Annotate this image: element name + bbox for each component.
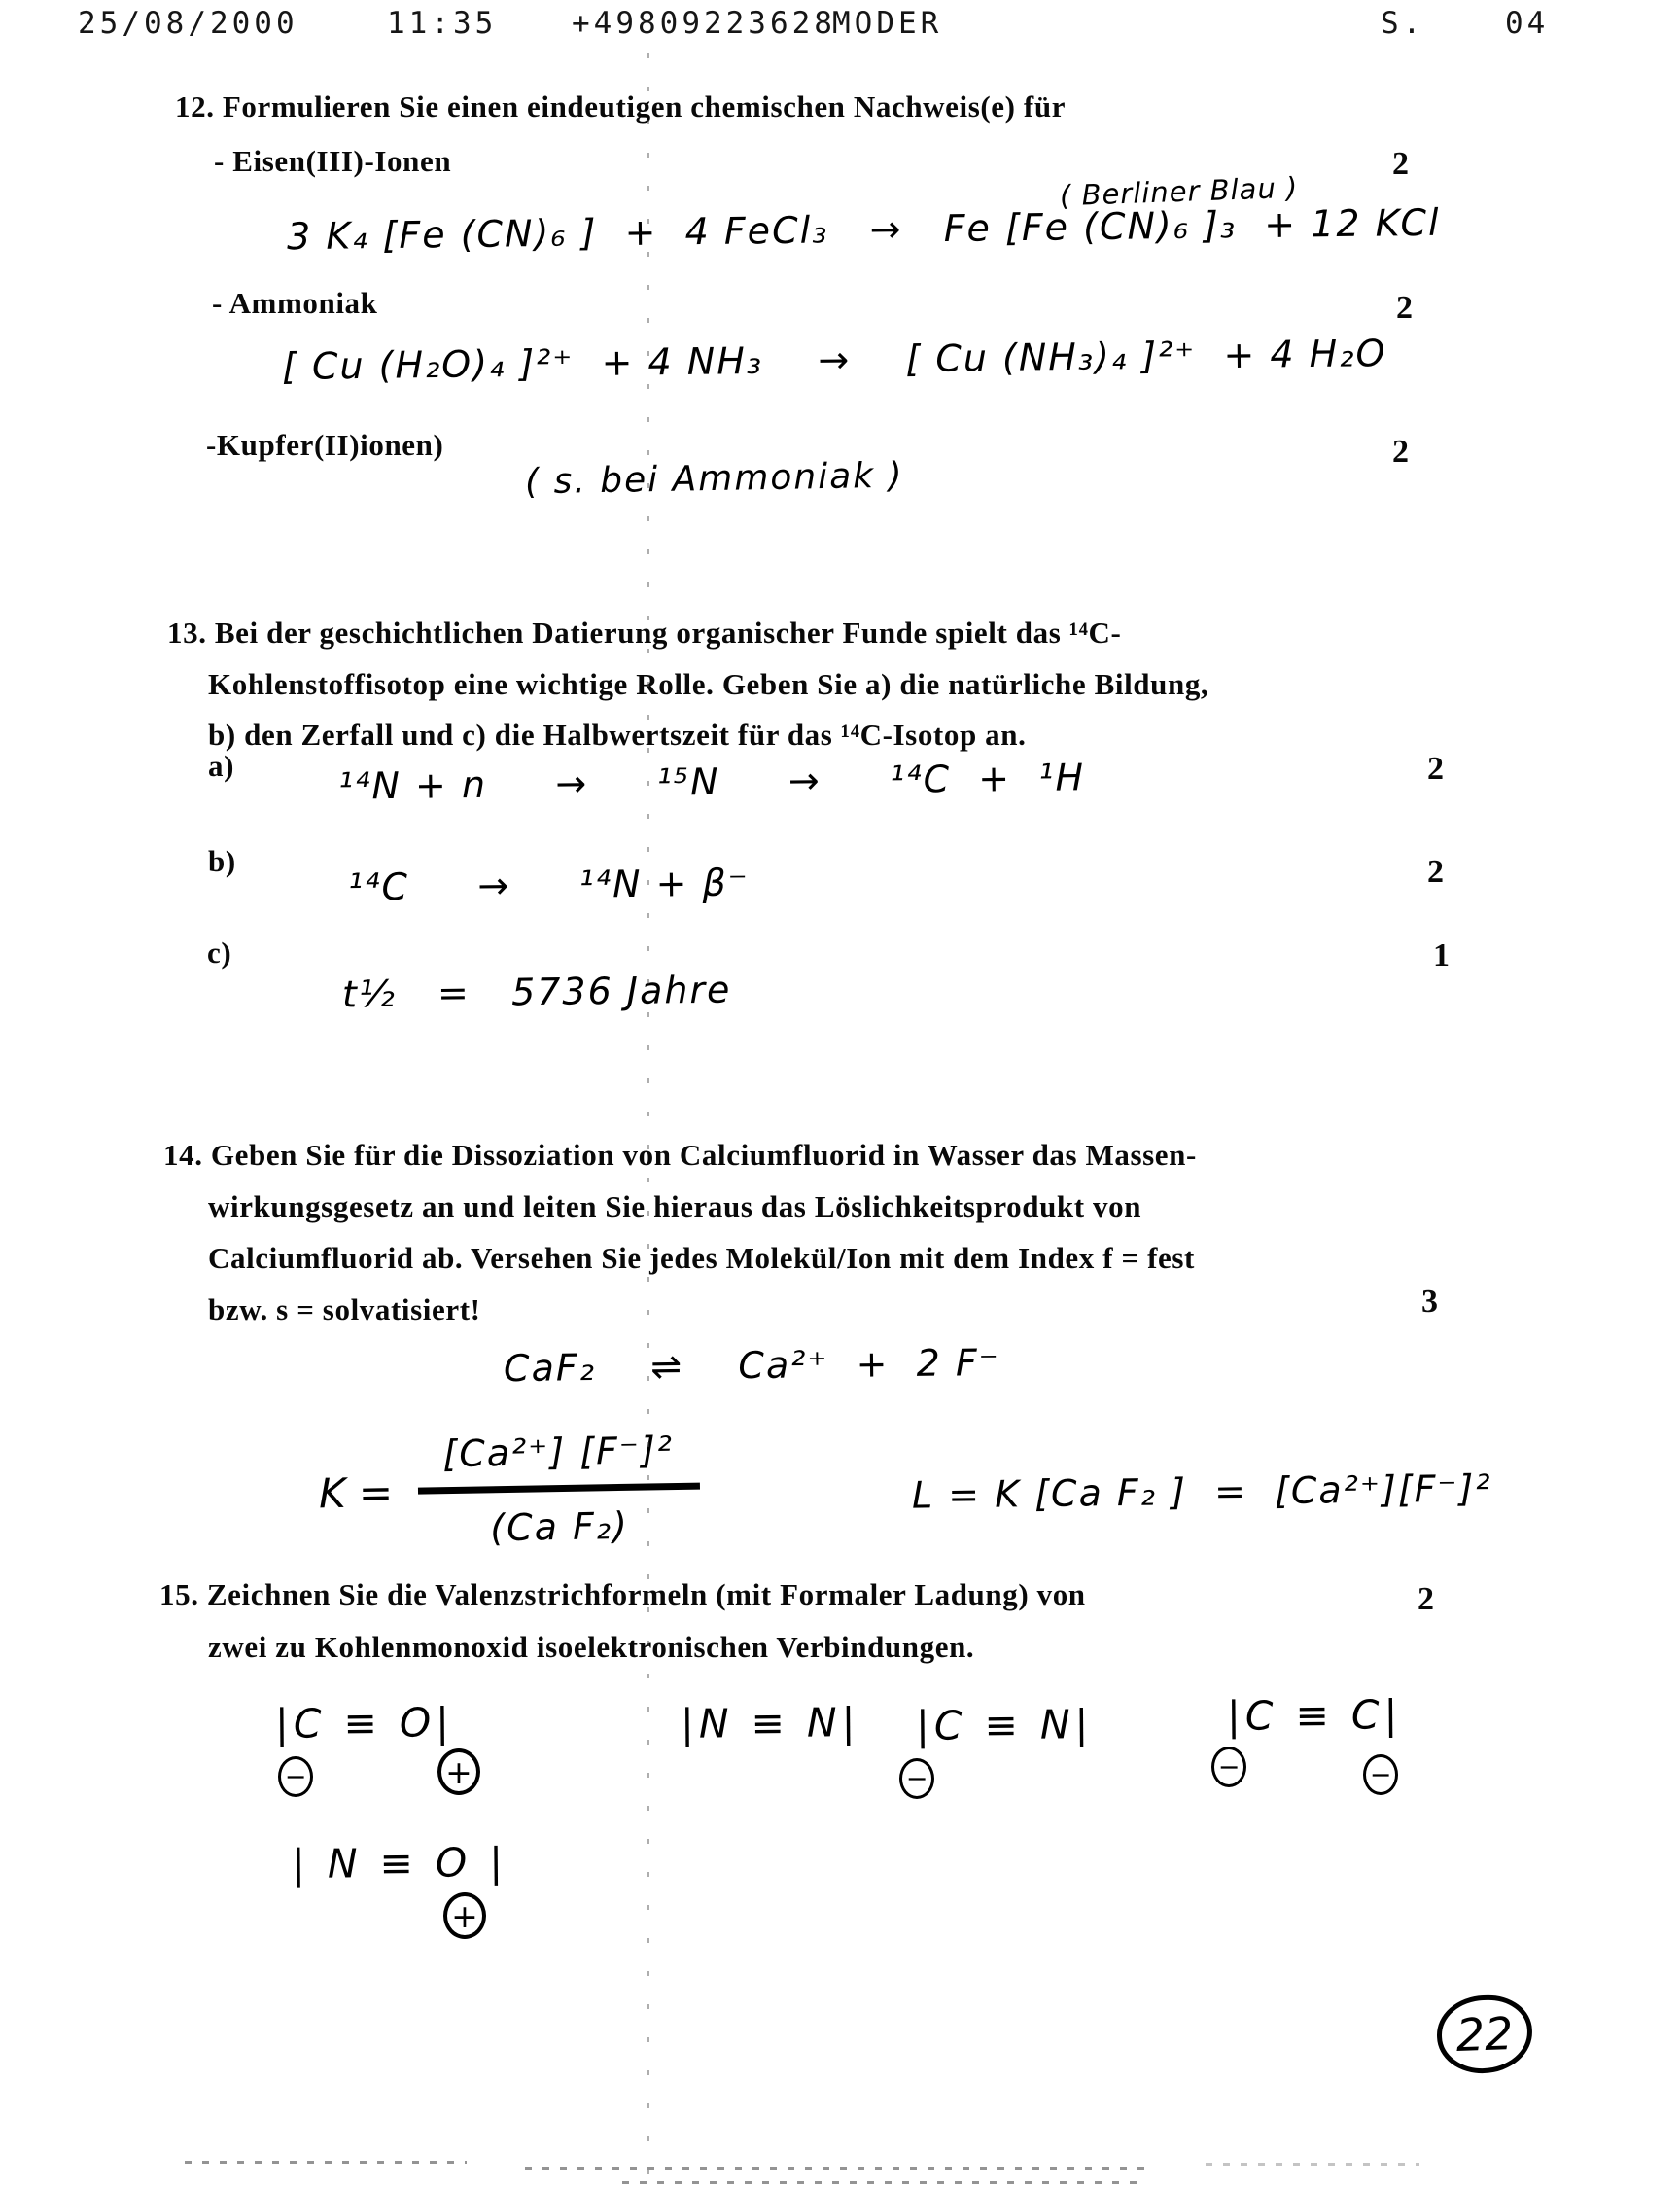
handwritten-equation-c14-zerfall: ¹⁴C → ¹⁴N + β⁻ bbox=[347, 861, 751, 909]
k-denominator: (Ca F₂) bbox=[489, 1503, 630, 1550]
question-14-text-line2: wirkungsgesetz an und leiten Sie hieraus das Löslichkeitsprodukt von bbox=[208, 1189, 1142, 1223]
handwritten-note-berliner-blau: ( Berliner Blau ) bbox=[1059, 170, 1299, 213]
q14-points: 3 bbox=[1421, 1284, 1438, 1320]
fold-line bbox=[648, 53, 649, 2188]
handwritten-solubility-product: L = K [Ca F₂ ] = [Ca²⁺][F⁻]² bbox=[911, 1466, 1492, 1517]
q13-part-b-label: b) bbox=[208, 844, 236, 878]
handwritten-answer-siehe-ammoniak: ( s. bei Ammoniak ) bbox=[524, 455, 904, 503]
fax-sender: MODER bbox=[832, 6, 943, 41]
scan-noise-bottom-edge bbox=[622, 2181, 1147, 2184]
fax-page-label: S. bbox=[1381, 6, 1425, 41]
fax-number: +49809223628 bbox=[572, 6, 836, 41]
k-prefix: K = bbox=[318, 1468, 394, 1518]
question-12-heading: 12. Formulieren Sie einen eindeutigen chemischen Nachweis(e) für bbox=[175, 89, 1067, 124]
handwritten-halbwertszeit: t½ = 5736 Jahre bbox=[341, 968, 732, 1016]
q12-item-ammoniak-points: 2 bbox=[1396, 290, 1413, 326]
handwritten-mass-action-law bbox=[318, 1429, 701, 1553]
question-13-text-line3: b) den Zerfall und c) die Halbwertszeit für das ¹⁴C-Isotop an. bbox=[208, 718, 1027, 752]
plus-charge-no-oxygen: + bbox=[443, 1892, 486, 1939]
question-15-text-line2: zwei zu Kohlenmonoxid isoelektronischen Verbindungen. bbox=[208, 1630, 975, 1664]
lewis-structure-no: | N ≡ O | bbox=[291, 1839, 508, 1888]
question-14-text-line3: Calciumfluorid ab. Versehen Sie jedes Molekül/Ion mit dem Index f = fest bbox=[208, 1241, 1195, 1275]
question-14-text-line1: 14. Geben Sie für die Dissoziation von Calciumfluorid in Wasser das Massen- bbox=[163, 1138, 1197, 1172]
page-stamp: 22 bbox=[1436, 1994, 1534, 2074]
handwritten-equation-kupfer-ammin: [ Cu (H₂O)₄ ]²⁺ + 4 NH₃ → [ Cu (NH₃)₄ ]²⁺ + 4 H₂O bbox=[281, 332, 1387, 388]
q13-part-a-label: a) bbox=[208, 749, 235, 783]
q13-part-b-points: 2 bbox=[1427, 854, 1444, 890]
question-13-text-line2: Kohlenstoffisotop eine wichtige Rolle. Geben Sie a) die natürliche Bildung, bbox=[208, 667, 1209, 701]
fax-time: 11:35 bbox=[387, 6, 498, 41]
lewis-structure-co: |C ≡ O| bbox=[274, 1699, 455, 1747]
scan-noise-bottom-right bbox=[1206, 2163, 1419, 2166]
k-numerator: [Ca²⁺] [F⁻]² bbox=[417, 1429, 700, 1495]
scan-noise-bottom-left bbox=[185, 2161, 467, 2164]
q12-item-eisen-label: - Eisen(III)-Ionen bbox=[214, 144, 452, 178]
q12-item-kupfer-label: -Kupfer(II)ionen) bbox=[206, 428, 444, 462]
lewis-structure-n2: |N ≡ N| bbox=[680, 1699, 860, 1747]
q13-part-a-points: 2 bbox=[1427, 751, 1444, 787]
lewis-structure-cn: |C ≡ N| bbox=[915, 1701, 1094, 1749]
fax-page-number: 04 bbox=[1505, 6, 1550, 41]
minus-charge-co-carbon: − bbox=[278, 1756, 313, 1797]
q13-part-c-points: 1 bbox=[1433, 937, 1450, 973]
minus-charge-c2-left: − bbox=[1211, 1747, 1246, 1787]
fax-date: 25/08/2000 bbox=[78, 6, 298, 41]
question-13-text-line1: 13. Bei der geschichtlichen Datierung organischer Funde spielt das ¹⁴C- bbox=[167, 616, 1122, 650]
q13-part-c-label: c) bbox=[207, 935, 232, 970]
scan-noise-bottom-center bbox=[525, 2167, 1147, 2170]
q12-item-ammoniak-label: - Ammoniak bbox=[212, 286, 378, 320]
q15-points: 2 bbox=[1418, 1581, 1434, 1617]
q12-item-eisen-points: 2 bbox=[1392, 146, 1409, 182]
question-15-text-line1: 15. Zeichnen Sie die Valenzstrichformeln (mit Formaler Ladung) von bbox=[159, 1577, 1086, 1611]
lewis-structure-c2: |C ≡ C| bbox=[1226, 1691, 1403, 1740]
minus-charge-c2-right: − bbox=[1363, 1754, 1398, 1795]
handwritten-equation-berliner-blau: 3 K₄ [Fe (CN)₆ ] + 4 FeCl₃ → Fe [Fe (CN)₆ ]₃ + 12 KCl bbox=[286, 200, 1441, 259]
handwritten-dissociation-equation: CaF₂ ⇌ Ca²⁺ + 2 F⁻ bbox=[503, 1340, 1001, 1391]
q12-item-kupfer-points: 2 bbox=[1392, 434, 1409, 470]
minus-charge-cn-carbon: − bbox=[899, 1758, 934, 1799]
question-14-text-line4: bzw. s = solvatisiert! bbox=[208, 1292, 481, 1326]
k-fraction bbox=[417, 1429, 701, 1551]
plus-charge-co-oxygen: + bbox=[438, 1748, 480, 1795]
handwritten-equation-c14-bildung: ¹⁴N + n → ¹⁵N → ¹⁴C + ¹H bbox=[337, 756, 1086, 808]
